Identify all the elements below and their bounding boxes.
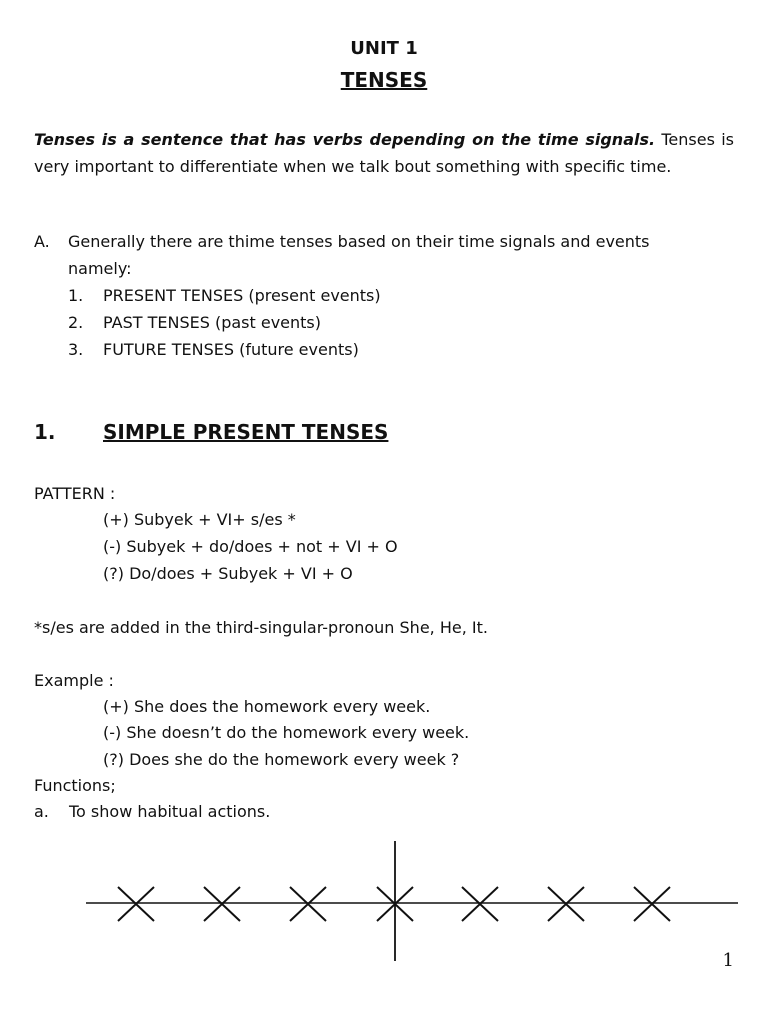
- function-item: To show habitual actions.: [69, 802, 271, 821]
- section-a-line2: namely:: [68, 259, 132, 278]
- timeline-diagram: [0, 835, 768, 965]
- cross-mark: [118, 887, 154, 921]
- list-item-num: 1.: [68, 286, 84, 305]
- section-a-line1: Generally there are thime tenses based on their time signals and events: [68, 232, 650, 251]
- intro-paragraph: [34, 126, 734, 180]
- section-heading: SIMPLE PRESENT TENSES: [103, 420, 389, 444]
- pattern-label: PATTERN :: [34, 484, 116, 503]
- pattern-line: (+) Subyek + VI+ s/es *: [103, 510, 296, 529]
- list-item-num: 3.: [68, 340, 84, 359]
- section-number: 1.: [34, 420, 56, 444]
- example-line: (+) She does the homework every week.: [103, 697, 431, 716]
- example-line: (-) She doesn’t do the homework every week.: [103, 723, 470, 742]
- intro-rest: Tenses is very important to differentiate when we talk bout something with specific time.: [34, 130, 734, 176]
- functions-label: Functions;: [34, 776, 116, 795]
- section-a-marker: A.: [34, 232, 50, 251]
- intro-lead: Tenses is a sentence that has verbs depending on the time signals.: [34, 130, 656, 149]
- cross-mark: [462, 887, 498, 921]
- cross-mark: [290, 887, 326, 921]
- example-label: Example :: [34, 671, 114, 690]
- pattern-line: (-) Subyek + do/does + not + VI + O: [103, 537, 398, 556]
- list-item-num: 2.: [68, 313, 84, 332]
- page-number: 1: [722, 950, 734, 971]
- cross-mark: [634, 887, 670, 921]
- function-marker: a.: [34, 802, 49, 821]
- unit-heading: UNIT 1: [350, 38, 418, 59]
- list-item: PAST TENSES (past events): [103, 313, 321, 332]
- example-line: (?) Does she do the homework every week ?: [103, 750, 460, 769]
- pattern-line: (?) Do/does + Subyek + VI + O: [103, 564, 353, 583]
- note: *s/es are added in the third-singular-pronoun She, He, It.: [34, 618, 488, 637]
- cross-mark: [204, 887, 240, 921]
- page-title: TENSES: [340, 68, 428, 92]
- cross-mark: [548, 887, 584, 921]
- list-item: PRESENT TENSES (present events): [103, 286, 381, 305]
- list-item: FUTURE TENSES (future events): [103, 340, 359, 359]
